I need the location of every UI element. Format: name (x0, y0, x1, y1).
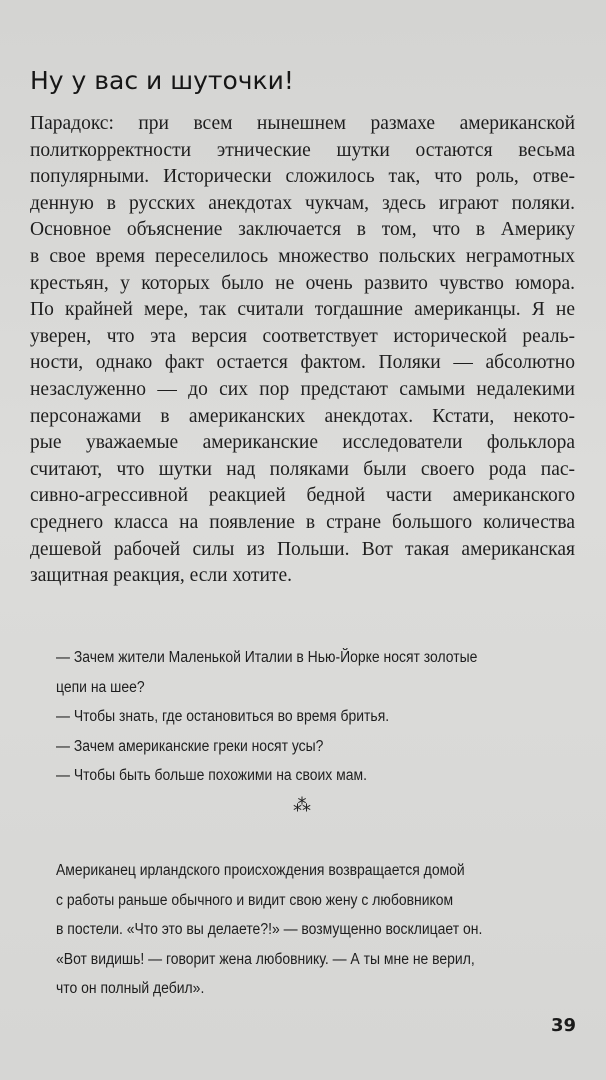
body-line: персонажами в американских анекдотах. Кстати, некото- (30, 405, 575, 427)
body-line: в свое время переселилось множество польских неграмотных (30, 245, 575, 267)
joke-line: в постели. «Что это вы делаете?!» — возмущенно восклицает он. (56, 921, 483, 938)
asterism-separator: ⁂ (293, 795, 311, 816)
joke-line: «Вот видишь! — говорит жена любовнику. — А ты мне не верил, (56, 950, 475, 968)
dialog-line: — Зачем американские греки носят усы? (56, 737, 324, 755)
body-line: уверен, что эта версия соответствует исторической реаль- (30, 325, 575, 347)
section-heading: Ну у вас и шуточки! (30, 66, 294, 95)
dialog-line: цепи на шее? (56, 678, 145, 696)
body-line: рые уважаемые американские исследователи фольклора (30, 432, 575, 454)
body-line: считают, что шутки над поляками были своего рода пас- (30, 458, 575, 480)
joke-line: что он полный дебил». (56, 980, 205, 997)
body-line: По крайней мере, так считали тогдашние американцы. Я не (30, 299, 575, 321)
page-number: 39 (550, 1015, 576, 1036)
joke-paragraph (56, 856, 573, 1004)
joke-line: Американец ирландского происхождения возвращается домой (56, 862, 465, 879)
body-line: популярными. Исторически сложилось так, что роль, отве- (30, 166, 575, 188)
body-line: Основное объяснение заключается в том, что в Америку (30, 219, 575, 241)
body-line: защитная реакция, если хотите. (30, 565, 292, 587)
joke-line: с работы раньше обычного и видит свою жену с любовником (56, 891, 454, 909)
body-line: незаслуженно — до сих пор предстают самыми недалекими (30, 378, 575, 400)
body-line: денную в русских анекдотах чукчам, здесь играют поляки. (30, 192, 575, 214)
dialog-line: — Чтобы знать, где остановиться во время бритья. (56, 708, 390, 725)
joke-dialog (56, 643, 506, 791)
body-line: крестьян, у которых было не очень развито чувство юмора. (30, 272, 575, 294)
body-paragraph (30, 111, 575, 590)
dialog-line: — Чтобы быть больше похожими на своих мам. (56, 767, 367, 784)
body-line: Парадокс: при всем нынешнем размахе американской (30, 113, 575, 134)
body-line: политкорректности этнические шутки остаются весьма (30, 139, 575, 161)
body-line: ности, однако факт остается фактом. Поляки — абсолютно (30, 352, 575, 374)
body-line: сивно-агрессивной реакцией бедной части американского (30, 485, 575, 507)
body-line: среднего класса на появление в стране большого количества (30, 511, 575, 533)
dialog-line: — Зачем жители Маленькой Италии в Нью-Йорке носят золотые (56, 649, 478, 666)
body-line: дешевой рабочей силы из Польши. Вот такая американская (30, 538, 575, 560)
